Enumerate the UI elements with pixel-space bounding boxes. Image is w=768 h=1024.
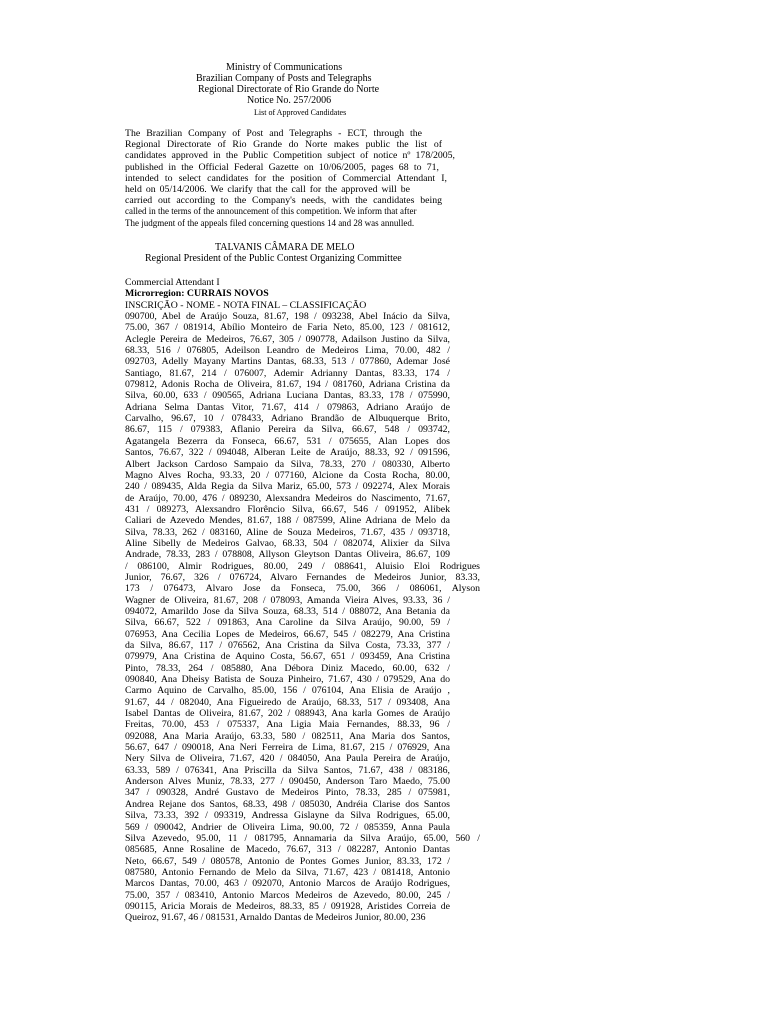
intro-line: Regional Directorate of Rio Grande do Norte makes public the list of bbox=[125, 139, 442, 151]
candidate-line: Andrade, 78.33, 283 / 078808, Allyson Gleytson Dantas Oliveira, 86.67, 109 bbox=[125, 549, 450, 561]
list-title: List of Approved Candidates bbox=[254, 108, 347, 117]
candidate-line: Carvalho, 96.67, 10 / 078433, Adriano Brandão de Albuquerque Brito, bbox=[125, 413, 450, 425]
candidate-line: Santiago, 81.67, 214 / 076007, Ademir Adrianny Dantas, 83.33, 174 / bbox=[125, 367, 450, 379]
candidate-line: Freitas, 70.00, 453 / 075337, Ana Ligia Maia Fernandes, 88.33, 96 / bbox=[125, 719, 450, 731]
candidate-line: 91.67, 44 / 082040, Ana Figueiredo de Araújo, 68.33, 517 / 093408, Ana bbox=[125, 696, 450, 708]
candidate-line: Albert Jackson Cardoso Sampaio da Silva, 78.33, 270 / 080330, Alberto bbox=[125, 458, 450, 470]
candidate-line: 087580, Antonio Fernando de Melo da Silva, 71.67, 423 / 081418, Antonio bbox=[125, 866, 450, 878]
intro-line: held on 05/14/2006. We clarify that the call for the approved will be bbox=[125, 184, 410, 196]
candidate-line: Agatangela Bezerra da Fonseca, 66.67, 531 / 075655, Alan Lopes dos bbox=[125, 435, 450, 447]
candidate-line: 569 / 090042, Andrier de Oliveira Lima, 90.00, 72 / 085359, Anna Paula bbox=[125, 821, 450, 833]
ministry-line: Ministry of Communications bbox=[226, 62, 343, 73]
candidate-line: 090115, Aricia Morais de Medeiros, 88.33, 85 / 091928, Aristides Correia de bbox=[125, 900, 450, 912]
intro-line: carried out according to the Company's needs, with the candidates being bbox=[125, 195, 442, 207]
candidate-lines bbox=[125, 311, 480, 924]
candidate-line: Marcos Dantas, 70.00, 463 / 092070, Antonio Marcos de Araújo Rodrigues, bbox=[125, 878, 450, 890]
candidate-line: 56.67, 647 / 090018, Ana Neri Ferreira de Lima, 81.67, 215 / 076929, Ana bbox=[125, 742, 450, 754]
candidate-line: Isabel Dantas de Oliveira, 81.67, 202 / 088943, Ana karla Gomes de Araújo bbox=[125, 708, 450, 720]
candidate-line: Carmo Aquino de Carvalho, 85.00, 156 / 076104, Ana Elisia de Araújo , bbox=[125, 685, 450, 697]
approved-list bbox=[125, 277, 480, 924]
intro-line: candidates approved in the Public Competition subject of notice nº 178/2005, bbox=[125, 150, 455, 162]
candidate-line: 240 / 089435, Alda Regia da Silva Mariz, 65.00, 573 / 092274, Alex Morais bbox=[125, 481, 450, 493]
candidate-line: Silva, 73.33, 392 / 093319, Andressa Gislayne da Silva Rodrigues, 65.00, bbox=[125, 810, 450, 822]
intro-paragraph bbox=[125, 128, 455, 229]
candidate-line: 75.00, 367 / 081914, Abílio Monteiro de Faria Neto, 85.00, 123 / 081612, bbox=[125, 322, 450, 334]
candidate-line: Silva, 78.33, 262 / 083160, Aline de Souza Medeiros, 71.67, 435 / 093718, bbox=[125, 526, 450, 538]
candidate-line: Silva, 60.00, 633 / 090565, Adriana Luciana Dantas, 83.33, 178 / 075990, bbox=[125, 390, 450, 402]
company-line: Brazilian Company of Posts and Telegraphs bbox=[196, 73, 372, 84]
signatory-role: Regional President of the Public Contest Organizing Committee bbox=[145, 253, 402, 264]
candidate-line: 75.00, 357 / 083410, Antonio Marcos Medeiros de Azevedo, 80.00, 245 / bbox=[125, 889, 450, 901]
candidate-line: 092703, Adelly Mayany Martins Dantas, 68.33, 513 / 077860, Ademar José bbox=[125, 356, 450, 368]
candidate-line: Wagner de Oliveira, 81.67, 208 / 078093, Amanda Vieira Alves, 93.33, 36 / bbox=[125, 594, 450, 606]
candidate-line: 431 / 089273, Alexsandro Florêncio Silva, 66.67, 546 / 091952, Alibek bbox=[125, 503, 450, 515]
candidate-line: Queiroz, 91.67, 46 / 081531, Arnaldo Dantas de Medeiros Junior, 80.00, 236 bbox=[125, 912, 426, 924]
candidate-line: 86.67, 115 / 079383, Aflanio Pereira da Silva, 66.67, 548 / 093742, bbox=[125, 424, 450, 436]
candidate-line: Adriana Selma Dantas Vitor, 71.67, 414 / 079863, Adriano Araújo de bbox=[125, 401, 450, 413]
candidate-line: 63.33, 589 / 076341, Ana Priscilla da Silva Santos, 71.67, 438 / 083186, bbox=[125, 764, 450, 776]
candidate-line: 347 / 090328, André Gustavo de Medeiros Pinto, 78.33, 285 / 075981, bbox=[125, 787, 450, 799]
intro-line: intended to select candidates for the position of Commercial Attendant I, bbox=[125, 172, 447, 184]
candidate-line: 085685, Anne Rosaline de Macedo, 76.67, 313 / 082287, Antonio Dantas bbox=[125, 844, 450, 856]
intro-line: The Brazilian Company of Post and Telegraphs - ECT, through the bbox=[125, 128, 422, 139]
candidate-line: 094072, Amarildo Jose da Silva Souza, 68.33, 514 / 088072, Ana Betania da bbox=[125, 605, 450, 617]
candidate-line: 090840, Ana Dheisy Batista de Souza Pinheiro, 71.67, 430 / 079529, Ana do bbox=[125, 674, 450, 686]
candidate-line: 079812, Adonis Rocha de Oliveira, 81.67, 194 / 081760, Adriana Cristina da bbox=[125, 379, 450, 391]
directorate-line: Regional Directorate of Rio Grande do Norte bbox=[198, 84, 380, 95]
candidate-line: / 086100, Almir Rodrigues, 80.00, 249 / 088641, Aluisio Eloi Rodrigues bbox=[125, 560, 480, 572]
candidate-line: Nery Silva de Oliveira, 71.67, 420 / 084050, Ana Paula Pereira de Araújo, bbox=[125, 753, 450, 765]
candidate-line: Santos, 76.67, 322 / 094048, Alberan Leite de Araújo, 88.33, 92 / 091596, bbox=[125, 447, 450, 459]
intro-line: The judgment of the appeals filed concerning questions 14 and 28 was annulled. bbox=[125, 217, 415, 228]
candidate-line: Magno Alves Rocha, 93.33, 20 / 077160, Alcione da Costa Rocha, 80.00, bbox=[125, 469, 450, 481]
candidate-line: 173 / 076473, Alvaro Jose da Fonseca, 75.00, 366 / 086061, Alyson bbox=[125, 583, 480, 595]
candidate-line: Andrea Rejane dos Santos, 68.33, 498 / 085030, Andréia Clarise dos Santos bbox=[125, 798, 450, 810]
candidate-line: de Araújo, 70.00, 476 / 089230, Alexsandra Medeiros do Nascimento, 71.67, bbox=[125, 492, 450, 504]
candidate-line: 68.33, 516 / 076805, Adeilson Leandro de Medeiros Lima, 70.00, 482 / bbox=[125, 345, 450, 357]
candidate-line: Aline Sibelly de Medeiros Galvao, 68.33, 504 / 082074, Alixier da Silva bbox=[125, 537, 450, 549]
position-title: Commercial Attendant I bbox=[125, 277, 220, 288]
candidate-line: Aclegle Pereira de Medeiros, 76.67, 305 / 090778, Adailson Justino da Silva, bbox=[125, 333, 450, 345]
candidate-line: Anderson Alves Muniz, 78.33, 277 / 090450, Anderson Taro Maedo, 75.00 bbox=[125, 776, 450, 788]
candidate-line: Caliari de Azevedo Mendes, 81.67, 188 / 087599, Aline Adriana de Melo da bbox=[125, 515, 450, 527]
candidate-line: Silva Azevedo, 95.00, 11 / 081795, Annamaria da Silva Araújo, 65.00, 560 / bbox=[125, 832, 480, 844]
signatory-name: TALVANIS CÂMARA DE MELO bbox=[215, 242, 355, 253]
candidate-line: 090700, Abel de Araújo Souza, 81.67, 198 / 093238, Abel Inácio da Silva, bbox=[125, 311, 450, 323]
intro-line: published in the Official Federal Gazette on 10/06/2005, pages 68 to 71, bbox=[125, 161, 439, 173]
candidate-line: 076953, Ana Cecilia Lopes de Medeiros, 66.67, 545 / 082279, Ana Cristina bbox=[125, 628, 450, 640]
candidate-line: 092088, Ana Maria Araújo, 63.33, 580 / 082511, Ana Maria dos Santos, bbox=[125, 730, 450, 742]
candidate-line: 079979, Ana Cristina de Aquino Costa, 56.67, 651 / 093459, Ana Cristina bbox=[125, 651, 450, 663]
notice-number: Notice No. 257/2006 bbox=[247, 95, 332, 106]
intro-line: called in the terms of the announcement of this competition. We inform that after bbox=[125, 206, 417, 217]
column-headers: INSCRIÇÃO - NOME - NOTA FINAL – CLASSIFICAÇÃO bbox=[125, 299, 367, 311]
microregion-title: Microrregion: CURRAIS NOVOS bbox=[125, 288, 269, 300]
candidate-line: da Silva, 86.67, 117 / 076562, Ana Cristina da Silva Costa, 73.33, 377 / bbox=[125, 640, 450, 651]
candidate-line: Silva, 66.67, 522 / 091863, Ana Caroline da Silva Araújo, 90.00, 59 / bbox=[125, 617, 450, 629]
candidate-line: Junior, 76.67, 326 / 076724, Alvaro Fernandes de Medeiros Junior, 83.33, bbox=[125, 571, 480, 583]
candidate-line: Pinto, 78.33, 264 / 085880, Ana Débora Diniz Macedo, 60.00, 632 / bbox=[125, 662, 450, 674]
candidate-line: Neto, 66.67, 549 / 080578, Antonio de Pontes Gomes Junior, 83.33, 172 / bbox=[125, 855, 450, 867]
